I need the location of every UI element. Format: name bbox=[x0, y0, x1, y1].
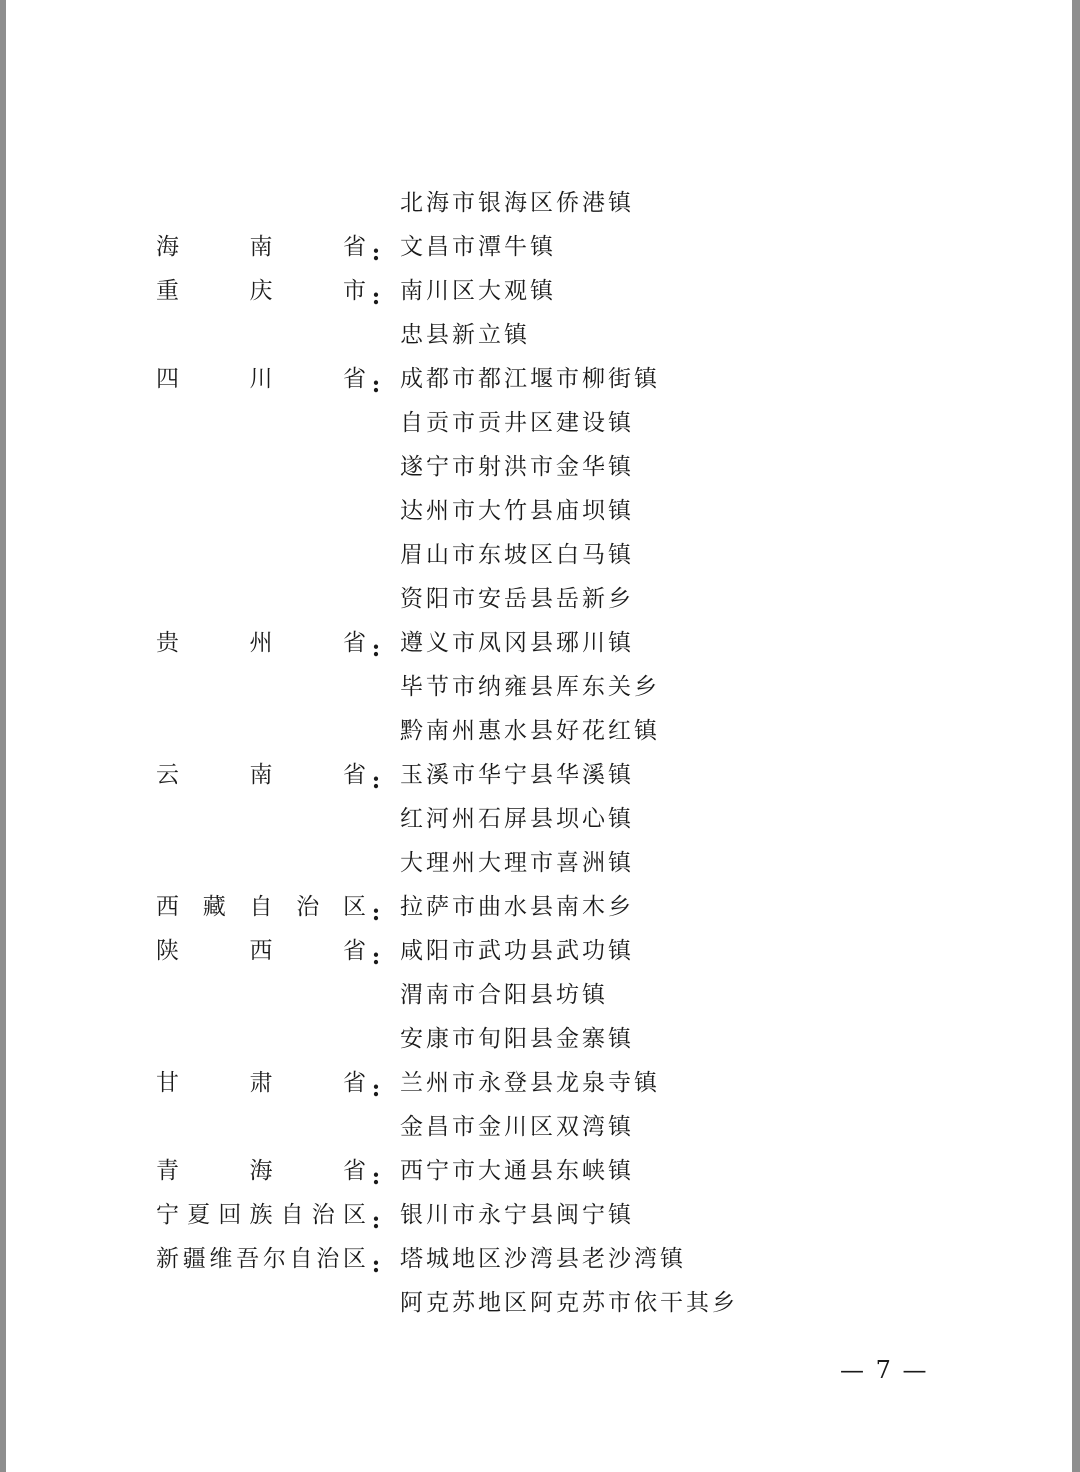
colon-separator: : bbox=[371, 283, 381, 310]
town-name: 达州市大竹县庙坝镇 bbox=[400, 498, 634, 524]
list-item bbox=[6, 709, 1072, 753]
list-item bbox=[6, 1149, 1072, 1193]
province-label: 海 南 省 bbox=[156, 234, 366, 260]
colon-separator: : bbox=[371, 943, 381, 970]
list-item bbox=[6, 401, 1072, 445]
town-name: 咸阳市武功县武功镇 bbox=[400, 938, 634, 964]
town-name: 资阳市安岳县岳新乡 bbox=[400, 586, 634, 612]
colon-separator: : bbox=[371, 635, 381, 662]
town-list bbox=[6, 181, 1072, 1325]
colon-separator: : bbox=[371, 1163, 381, 1190]
province-label: 重 庆 市 bbox=[156, 278, 366, 304]
list-item bbox=[6, 841, 1072, 885]
town-name: 西宁市大通县东峡镇 bbox=[400, 1158, 634, 1184]
list-item bbox=[6, 1237, 1072, 1281]
town-name: 兰州市永登县龙泉寺镇 bbox=[400, 1070, 660, 1096]
town-name: 自贡市贡井区建设镇 bbox=[400, 410, 634, 436]
list-item bbox=[6, 181, 1072, 225]
province-label: 云 南 省 bbox=[156, 762, 366, 788]
list-item bbox=[6, 1061, 1072, 1105]
document-page bbox=[6, 0, 1072, 1472]
town-name: 阿克苏地区阿克苏市依干其乡 bbox=[400, 1290, 738, 1316]
town-name: 金昌市金川区双湾镇 bbox=[400, 1114, 634, 1140]
list-item bbox=[6, 577, 1072, 621]
town-name: 眉山市东坡区白马镇 bbox=[400, 542, 634, 568]
town-name: 南川区大观镇 bbox=[400, 278, 556, 304]
province-label: 甘 肃 省 bbox=[156, 1070, 366, 1096]
town-name: 遵义市凤冈县琊川镇 bbox=[400, 630, 634, 656]
town-name: 遂宁市射洪市金华镇 bbox=[400, 454, 634, 480]
province-label: 陕 西 省 bbox=[156, 938, 366, 964]
list-item bbox=[6, 753, 1072, 797]
list-item bbox=[6, 269, 1072, 313]
town-name: 黔南州惠水县好花红镇 bbox=[400, 718, 660, 744]
list-item bbox=[6, 1105, 1072, 1149]
list-item bbox=[6, 445, 1072, 489]
province-label: 新 疆 维 吾 尔 自 治 区 bbox=[156, 1246, 366, 1272]
colon-separator: : bbox=[371, 239, 381, 266]
town-name: 红河州石屏县坝心镇 bbox=[400, 806, 634, 832]
town-name: 北海市银海区侨港镇 bbox=[400, 190, 634, 216]
list-item bbox=[6, 929, 1072, 973]
town-name: 塔城地区沙湾县老沙湾镇 bbox=[400, 1246, 686, 1272]
page-number: — 7 — bbox=[840, 1356, 929, 1384]
town-name: 安康市旬阳县金寨镇 bbox=[400, 1026, 634, 1052]
colon-separator: : bbox=[371, 371, 381, 398]
town-name: 成都市都江堰市柳街镇 bbox=[400, 366, 660, 392]
province-label: 青 海 省 bbox=[156, 1158, 366, 1184]
list-item bbox=[6, 357, 1072, 401]
town-name: 玉溪市华宁县华溪镇 bbox=[400, 762, 634, 788]
list-item bbox=[6, 885, 1072, 929]
list-item bbox=[6, 1281, 1072, 1325]
list-item bbox=[6, 665, 1072, 709]
town-name: 拉萨市曲水县南木乡 bbox=[400, 894, 634, 920]
list-item bbox=[6, 621, 1072, 665]
colon-separator: : bbox=[371, 1251, 381, 1278]
province-label: 西 藏 自 治 区 bbox=[156, 894, 366, 920]
list-item bbox=[6, 533, 1072, 577]
province-label: 四 川 省 bbox=[156, 366, 366, 392]
list-item bbox=[6, 1193, 1072, 1237]
colon-separator: : bbox=[371, 1075, 381, 1102]
town-name: 忠县新立镇 bbox=[400, 322, 530, 348]
province-label: 贵 州 省 bbox=[156, 630, 366, 656]
province-label: 宁 夏 回 族 自 治 区 bbox=[156, 1202, 366, 1228]
list-item bbox=[6, 225, 1072, 269]
colon-separator: : bbox=[371, 899, 381, 926]
colon-separator: : bbox=[371, 1207, 381, 1234]
list-item bbox=[6, 797, 1072, 841]
list-item bbox=[6, 973, 1072, 1017]
town-name: 大理州大理市喜洲镇 bbox=[400, 850, 634, 876]
list-item bbox=[6, 313, 1072, 357]
list-item bbox=[6, 489, 1072, 533]
town-name: 渭南市合阳县坊镇 bbox=[400, 982, 608, 1008]
town-name: 银川市永宁县闽宁镇 bbox=[400, 1202, 634, 1228]
town-name: 毕节市纳雍县厍东关乡 bbox=[400, 674, 660, 700]
list-item bbox=[6, 1017, 1072, 1061]
town-name: 文昌市潭牛镇 bbox=[400, 234, 556, 260]
colon-separator: : bbox=[371, 767, 381, 794]
